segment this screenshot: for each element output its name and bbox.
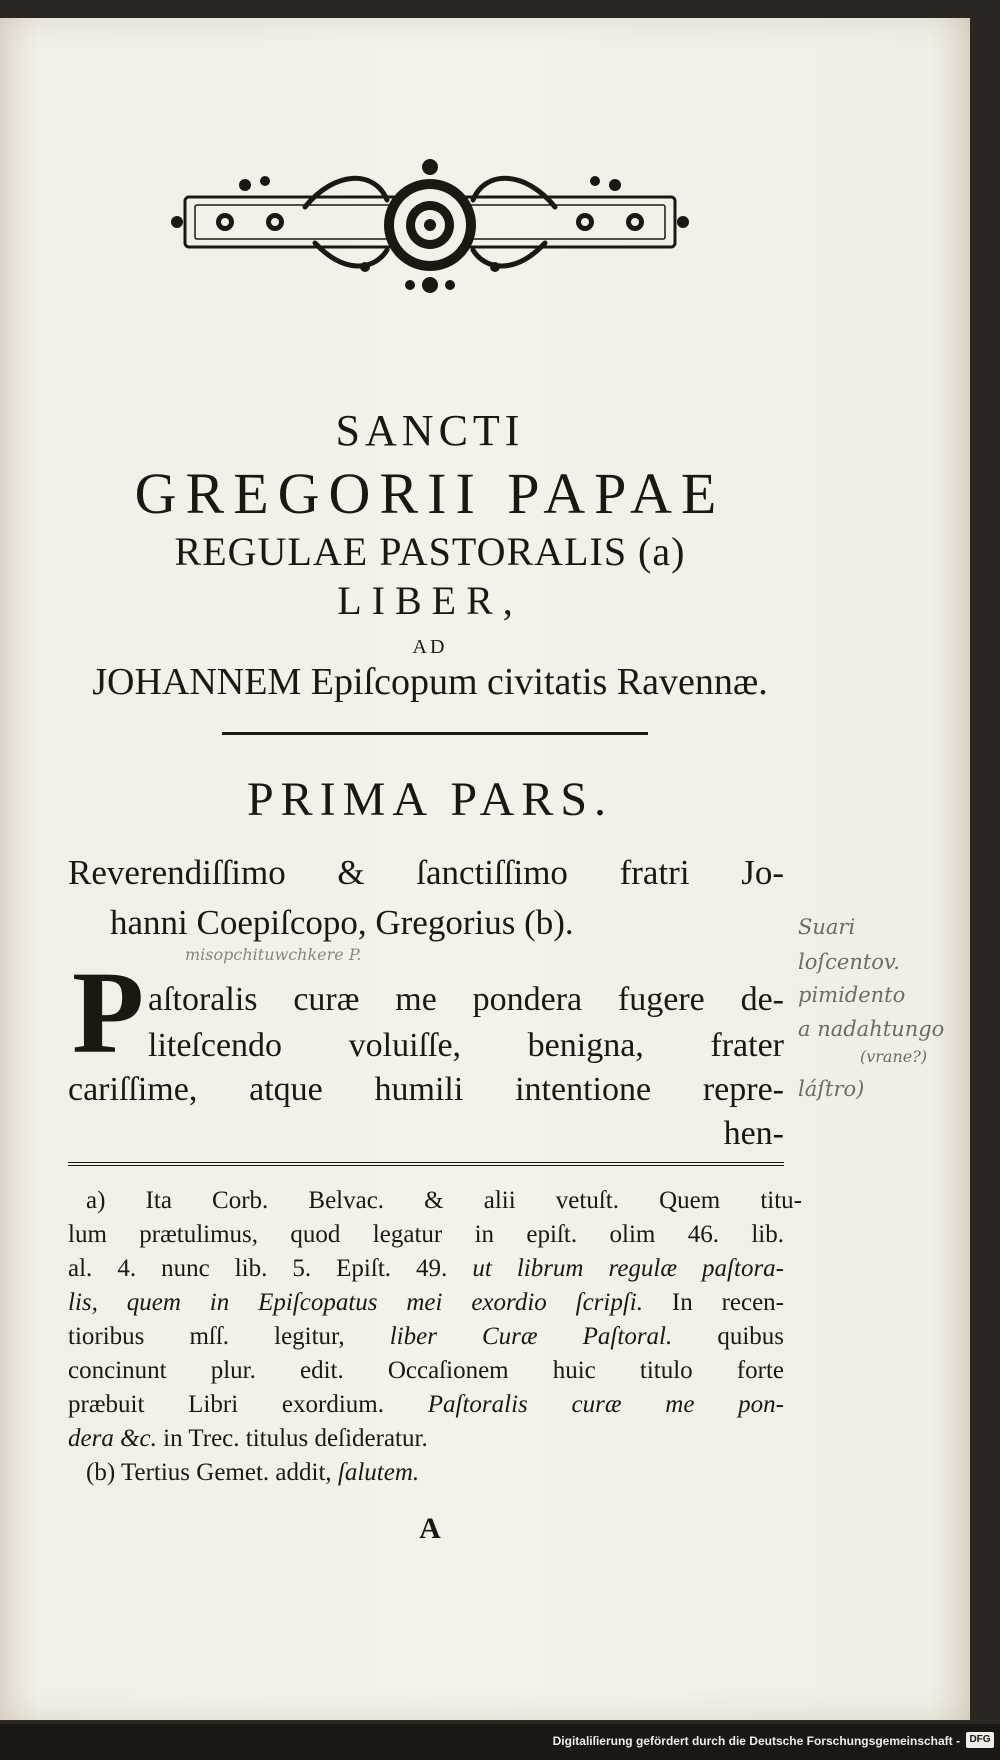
footnote-a-line-3-italic: ut librum regulæ paſtora- xyxy=(472,1255,785,1282)
footnote-b-italic: ſalutem. xyxy=(337,1459,420,1486)
footnote-a-line-3 xyxy=(68,1252,784,1286)
footnote-a-line-7 xyxy=(68,1388,784,1422)
title-sancti: SANCTI xyxy=(335,406,525,455)
title-gregorii-papae: GREGORII PAPAE xyxy=(134,461,726,526)
dfg-logo-icon: DFG xyxy=(966,1732,994,1748)
marginal-note-1: Suari xyxy=(798,915,856,939)
footnote-rule xyxy=(68,1162,784,1166)
body-line-4: hen- xyxy=(723,1115,784,1152)
title-liber: LIBER, xyxy=(337,578,523,623)
footnote-a-line-3-text: al. 4. nunc lib. 5. Epiſt. 49. xyxy=(68,1255,448,1282)
footnote-a-line-6: concinunt plur. edit. Occaſionem huic titulo forte xyxy=(68,1357,784,1384)
section-heading: PRIMA PARS. xyxy=(246,773,614,826)
title-ad: AD xyxy=(412,636,448,658)
footnote-a-line-5-text: tioribus mſſ. legitur, xyxy=(68,1323,345,1350)
footnote-a-line-5-end: quibus xyxy=(717,1323,785,1350)
drop-cap: P xyxy=(72,947,145,1078)
title-johannem: JOHANNEM Epiſcopum civitatis Ravennæ. xyxy=(92,661,768,703)
footnote-a-line-1: a) Ita Corb. Belvac. & alii vetuſt. Quem titu- xyxy=(86,1187,802,1214)
footnote-a-line-7-italic: Paſtoralis curæ me pon- xyxy=(427,1391,784,1418)
footnote-a-line-8 xyxy=(68,1422,784,1456)
title-regulae-pastoralis: REGULAE PASTORALIS (a) xyxy=(174,529,686,574)
footnote-a-line-4-text: In recen- xyxy=(671,1289,785,1316)
signature-mark: A xyxy=(419,1512,441,1545)
body-line-2: liteſcendo voluiſſe, benigna, frater xyxy=(148,1027,784,1064)
footnote-b xyxy=(68,1456,802,1490)
footnote-a-line-5-italic: liber Curæ Paſtoral. xyxy=(389,1323,673,1350)
dedication-line-2: hanni Coepiſcopo, Gregorius (b). xyxy=(110,903,574,942)
footnote-a-line-5 xyxy=(68,1320,784,1354)
body-line-1: aſtoralis curæ me pondera fugere de- xyxy=(148,981,784,1018)
footnote-a-line-4 xyxy=(68,1286,784,1320)
pencil-interlinear-note: misopchituwchkere P. xyxy=(185,945,362,964)
footer-credit: Digitaliſierung gefördert durch die Deutsche Forschungsgemeinschaft - xyxy=(552,1734,960,1748)
marginal-note-6: láſtro) xyxy=(798,1077,865,1101)
marginal-note-5: (vrane?) xyxy=(860,1047,928,1066)
body-line-3: cariſſime, atque humili intentione repre- xyxy=(68,1071,784,1108)
marginal-note-4: a nadahtungo xyxy=(798,1017,945,1041)
title-rule xyxy=(222,732,648,735)
footer-bar xyxy=(0,1724,1000,1760)
footnote-a-line-8-italic: dera &c. xyxy=(68,1425,157,1452)
dedication-line-1: Reverendiſſimo & ſanctiſſimo fratri Jo- xyxy=(68,853,784,892)
footnote-a-line-7-text: præbuit Libri exordium. xyxy=(68,1391,384,1418)
marginal-note-3: pimidento xyxy=(798,983,906,1007)
marginal-note-2: loſcentov. xyxy=(798,950,900,974)
footnote-a-line-2: lum prætulimus, quod legatur in epiſt. olim 46. lib. xyxy=(68,1221,784,1248)
footnote-a-line-8-text: in Trec. titulus deſideratur. xyxy=(163,1425,428,1452)
footnote-b-text: (b) Tertius Gemet. addit, xyxy=(86,1459,332,1486)
footnote-a-line-4-italic: lis, quem in Epiſcopatus mei exordio ſcripſi. xyxy=(68,1289,643,1316)
ornament-headpiece-icon xyxy=(165,155,695,305)
